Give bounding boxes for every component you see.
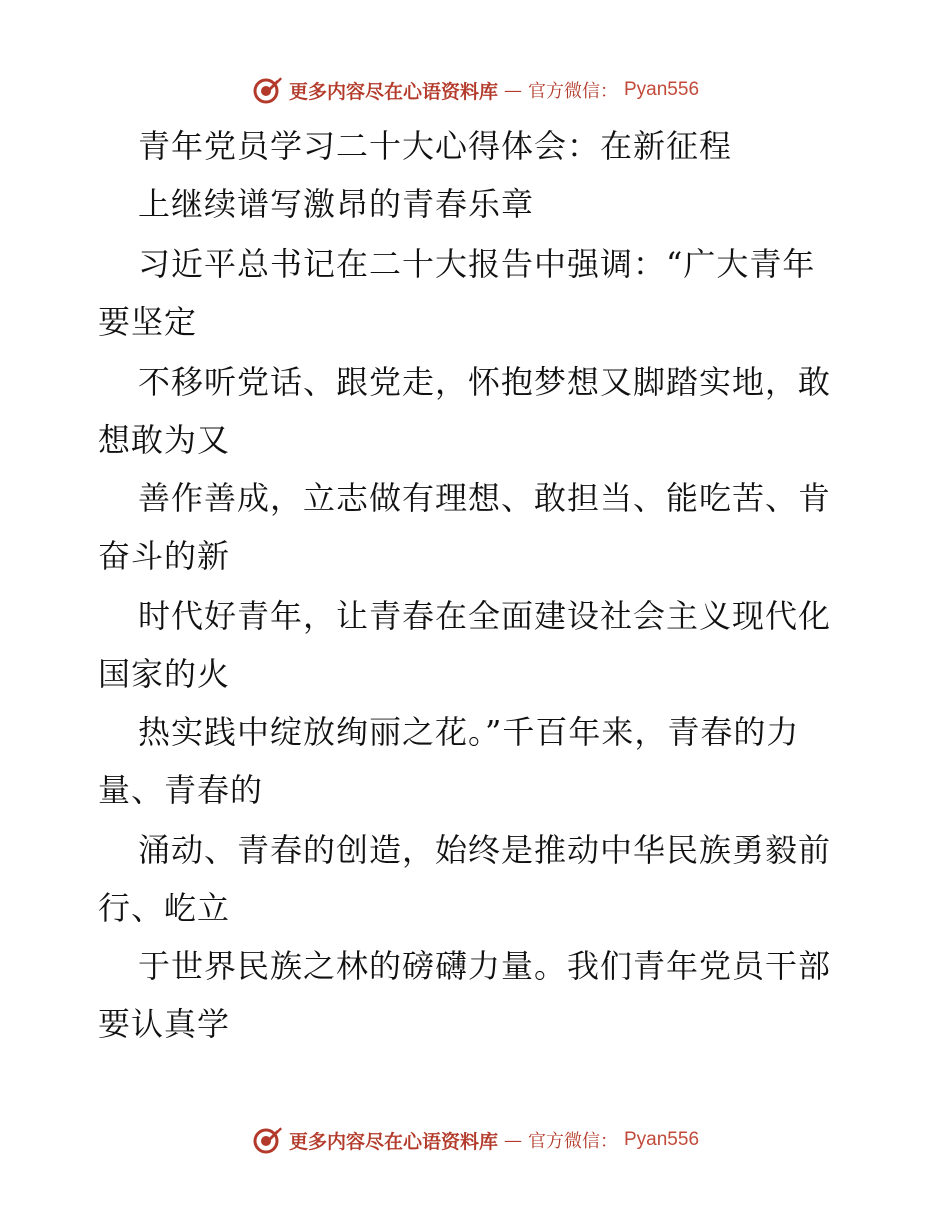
- header-brand-text: 更多内容尽在心语资料库: [288, 80, 498, 103]
- body-line: 国家的火: [98, 655, 231, 693]
- title-line-1: 青年党员学习二十大心得体会：在新征程: [138, 127, 733, 165]
- header-banner: [0, 70, 950, 110]
- body-line: 要坚定: [98, 303, 198, 341]
- body-line: 量、青春的: [98, 771, 264, 809]
- body-line: 要认真学: [98, 1005, 231, 1043]
- header-wechat-label: 官方微信：: [528, 81, 618, 102]
- body-line: 奋斗的新: [98, 537, 231, 575]
- body-line: 于世界民族之林的磅礴力量。我们青年党员干部: [138, 947, 832, 985]
- body-line: 行、屹立: [98, 889, 231, 927]
- body-line: 热实践中绽放绚丽之花。”千百年来，青春的力: [138, 713, 800, 751]
- pen-logo-icon: [251, 1124, 283, 1156]
- title-line-2: 上继续谱写激昂的青春乐章: [138, 185, 535, 223]
- body-line: 不移听党话、跟党走，怀抱梦想又脚踏实地，敢: [138, 363, 832, 401]
- footer-wechat-label: 官方微信：: [528, 1131, 618, 1152]
- body-line: 想敢为又: [98, 421, 231, 459]
- body-line: 习近平总书记在二十大报告中强调：“广大青年: [138, 245, 816, 283]
- body-line: 涌动、青春的创造，始终是推动中华民族勇毅前: [138, 831, 832, 869]
- footer-banner: [0, 1120, 950, 1160]
- footer-wechat-id: Pyan556: [624, 1129, 700, 1150]
- pen-logo-icon: [251, 74, 283, 106]
- header-dash: —: [504, 79, 522, 101]
- body-line: 时代好青年，让青春在全面建设社会主义现代化: [138, 597, 832, 635]
- footer-dash: —: [504, 1129, 522, 1151]
- header-wechat-id: Pyan556: [624, 79, 700, 100]
- body-line: 善作善成，立志做有理想、敢担当、能吃苦、肯: [138, 479, 832, 517]
- footer-brand-text: 更多内容尽在心语资料库: [288, 1130, 498, 1153]
